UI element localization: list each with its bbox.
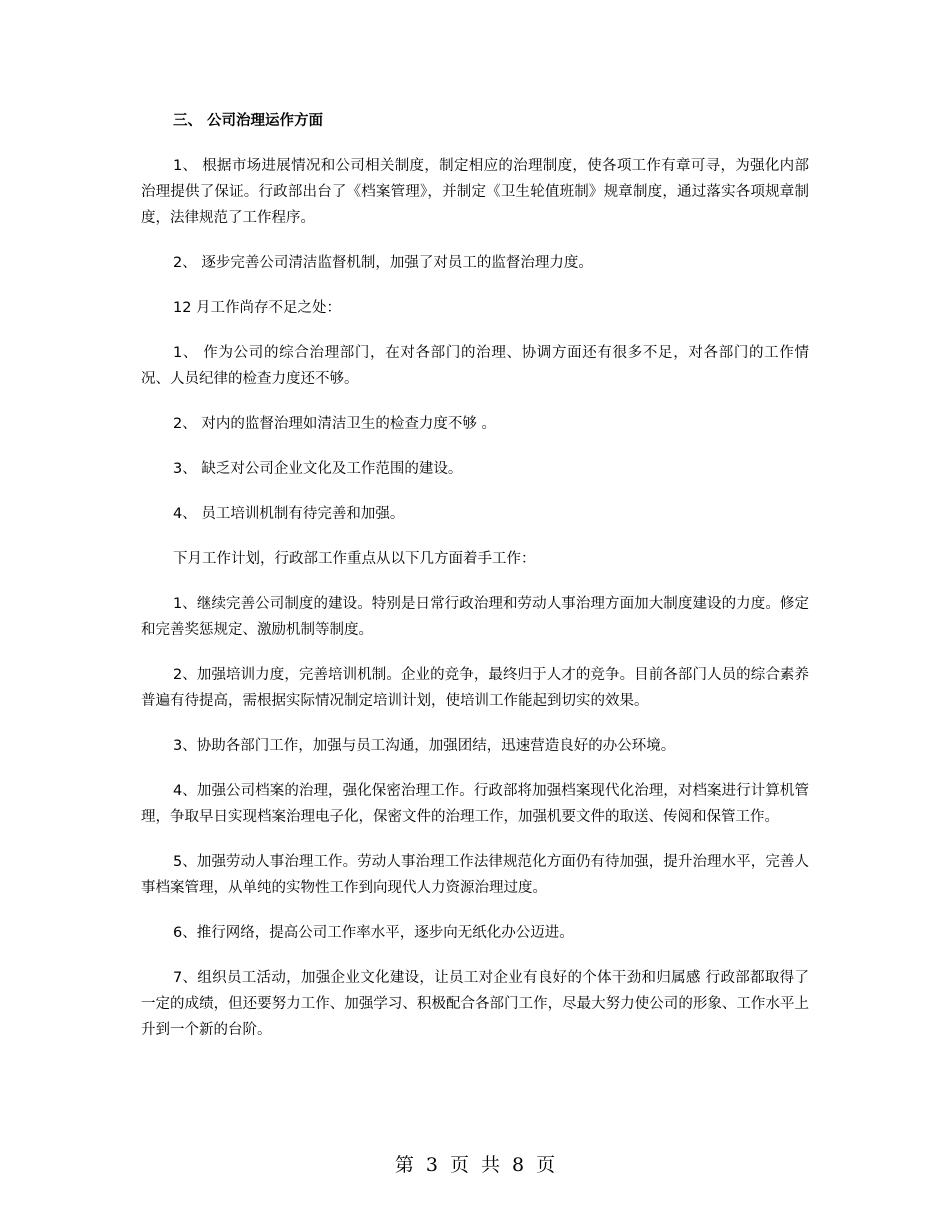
plan-title: 下月工作计划，行政部工作重点从以下几方面着手工作： [173, 551, 536, 567]
section-heading: 三、 公司治理运作方面 [173, 113, 324, 129]
plan-item-6: 6、推行网络，提高公司工作率水平，逐步向无纸化办公迈进。 [173, 925, 574, 941]
page-number-footer: 第 3 页 共 8 页 [394, 1154, 556, 1176]
plan-item-2: 2、加强培训力度，完善培训机制。企业的竞争，最终归于人才的竞争。目前各部门人员的综合素养普遍有待提高，需根据实际情况制定培训计划，使培训工作能起到切实的效果。 [141, 667, 809, 709]
section-item-1: 1、 根据市场进展情况和公司相关制度，制定相应的治理制度，使各项工作有章可寻，为强化内部治理提供了保证。行政部出台了《档案管理》，并制定《卫生轮值班制》规章制度，通过落实各项规章制度，法律规范了工作程序。 [141, 158, 809, 226]
plan-item-4: 4、加强公司档案的治理，强化保密治理工作。行政部将加强档案现代化治理，对档案进行计算机管理，争取早日实现档案治理电子化，保密文件的治理工作，加强机要文件的取送、传阅和保管工作。 [141, 783, 809, 825]
plan-item-7: 7、组织员工活动，加强企业文化建设，让员工对企业有良好的个体干劲和归属感 行政部都取得了一定的成绩，但还要努力工作、加强学习、积极配合各部门工作，尽最大努力使公司的形象、工作水平上升到一个新的台阶。 [141, 970, 809, 1038]
document-body [141, 108, 809, 1062]
shortcomings-title: 12 月工作尚存不足之处： [173, 300, 342, 316]
plan-item-3: 3、协助各部门工作，加强与员工沟通，加强团结，迅速营造良好的办公环境。 [173, 738, 676, 754]
shortcoming-item-2: 2、 对内的监督治理如清洁卫生的检查力度不够 。 [173, 416, 496, 432]
shortcoming-item-4: 4、 员工培训机制有待完善和加强。 [173, 506, 405, 522]
section-item-2: 2、 逐步完善公司清洁监督机制，加强了对员工的监督治理力度。 [173, 255, 593, 271]
plan-item-1: 1、继续完善公司制度的建设。特别是日常行政治理和劳动人事治理方面加大制度建设的力度。修定和完善奖惩规定、激励机制等制度。 [141, 596, 809, 638]
shortcoming-item-1: 1、 作为公司的综合治理部门，在对各部门的治理、协调方面还有很多不足，对各部门的工作情况、人员纪律的检查力度还不够。 [141, 345, 809, 387]
shortcoming-item-3: 3、 缺乏对公司企业文化及工作范围的建设。 [173, 461, 463, 477]
plan-item-5: 5、加强劳动人事治理工作。劳动人事治理工作法律规范化方面仍有待加强，提升治理水平，完善人事档案管理，从单纯的实物性工作到向现代人力资源治理过度。 [141, 854, 809, 896]
